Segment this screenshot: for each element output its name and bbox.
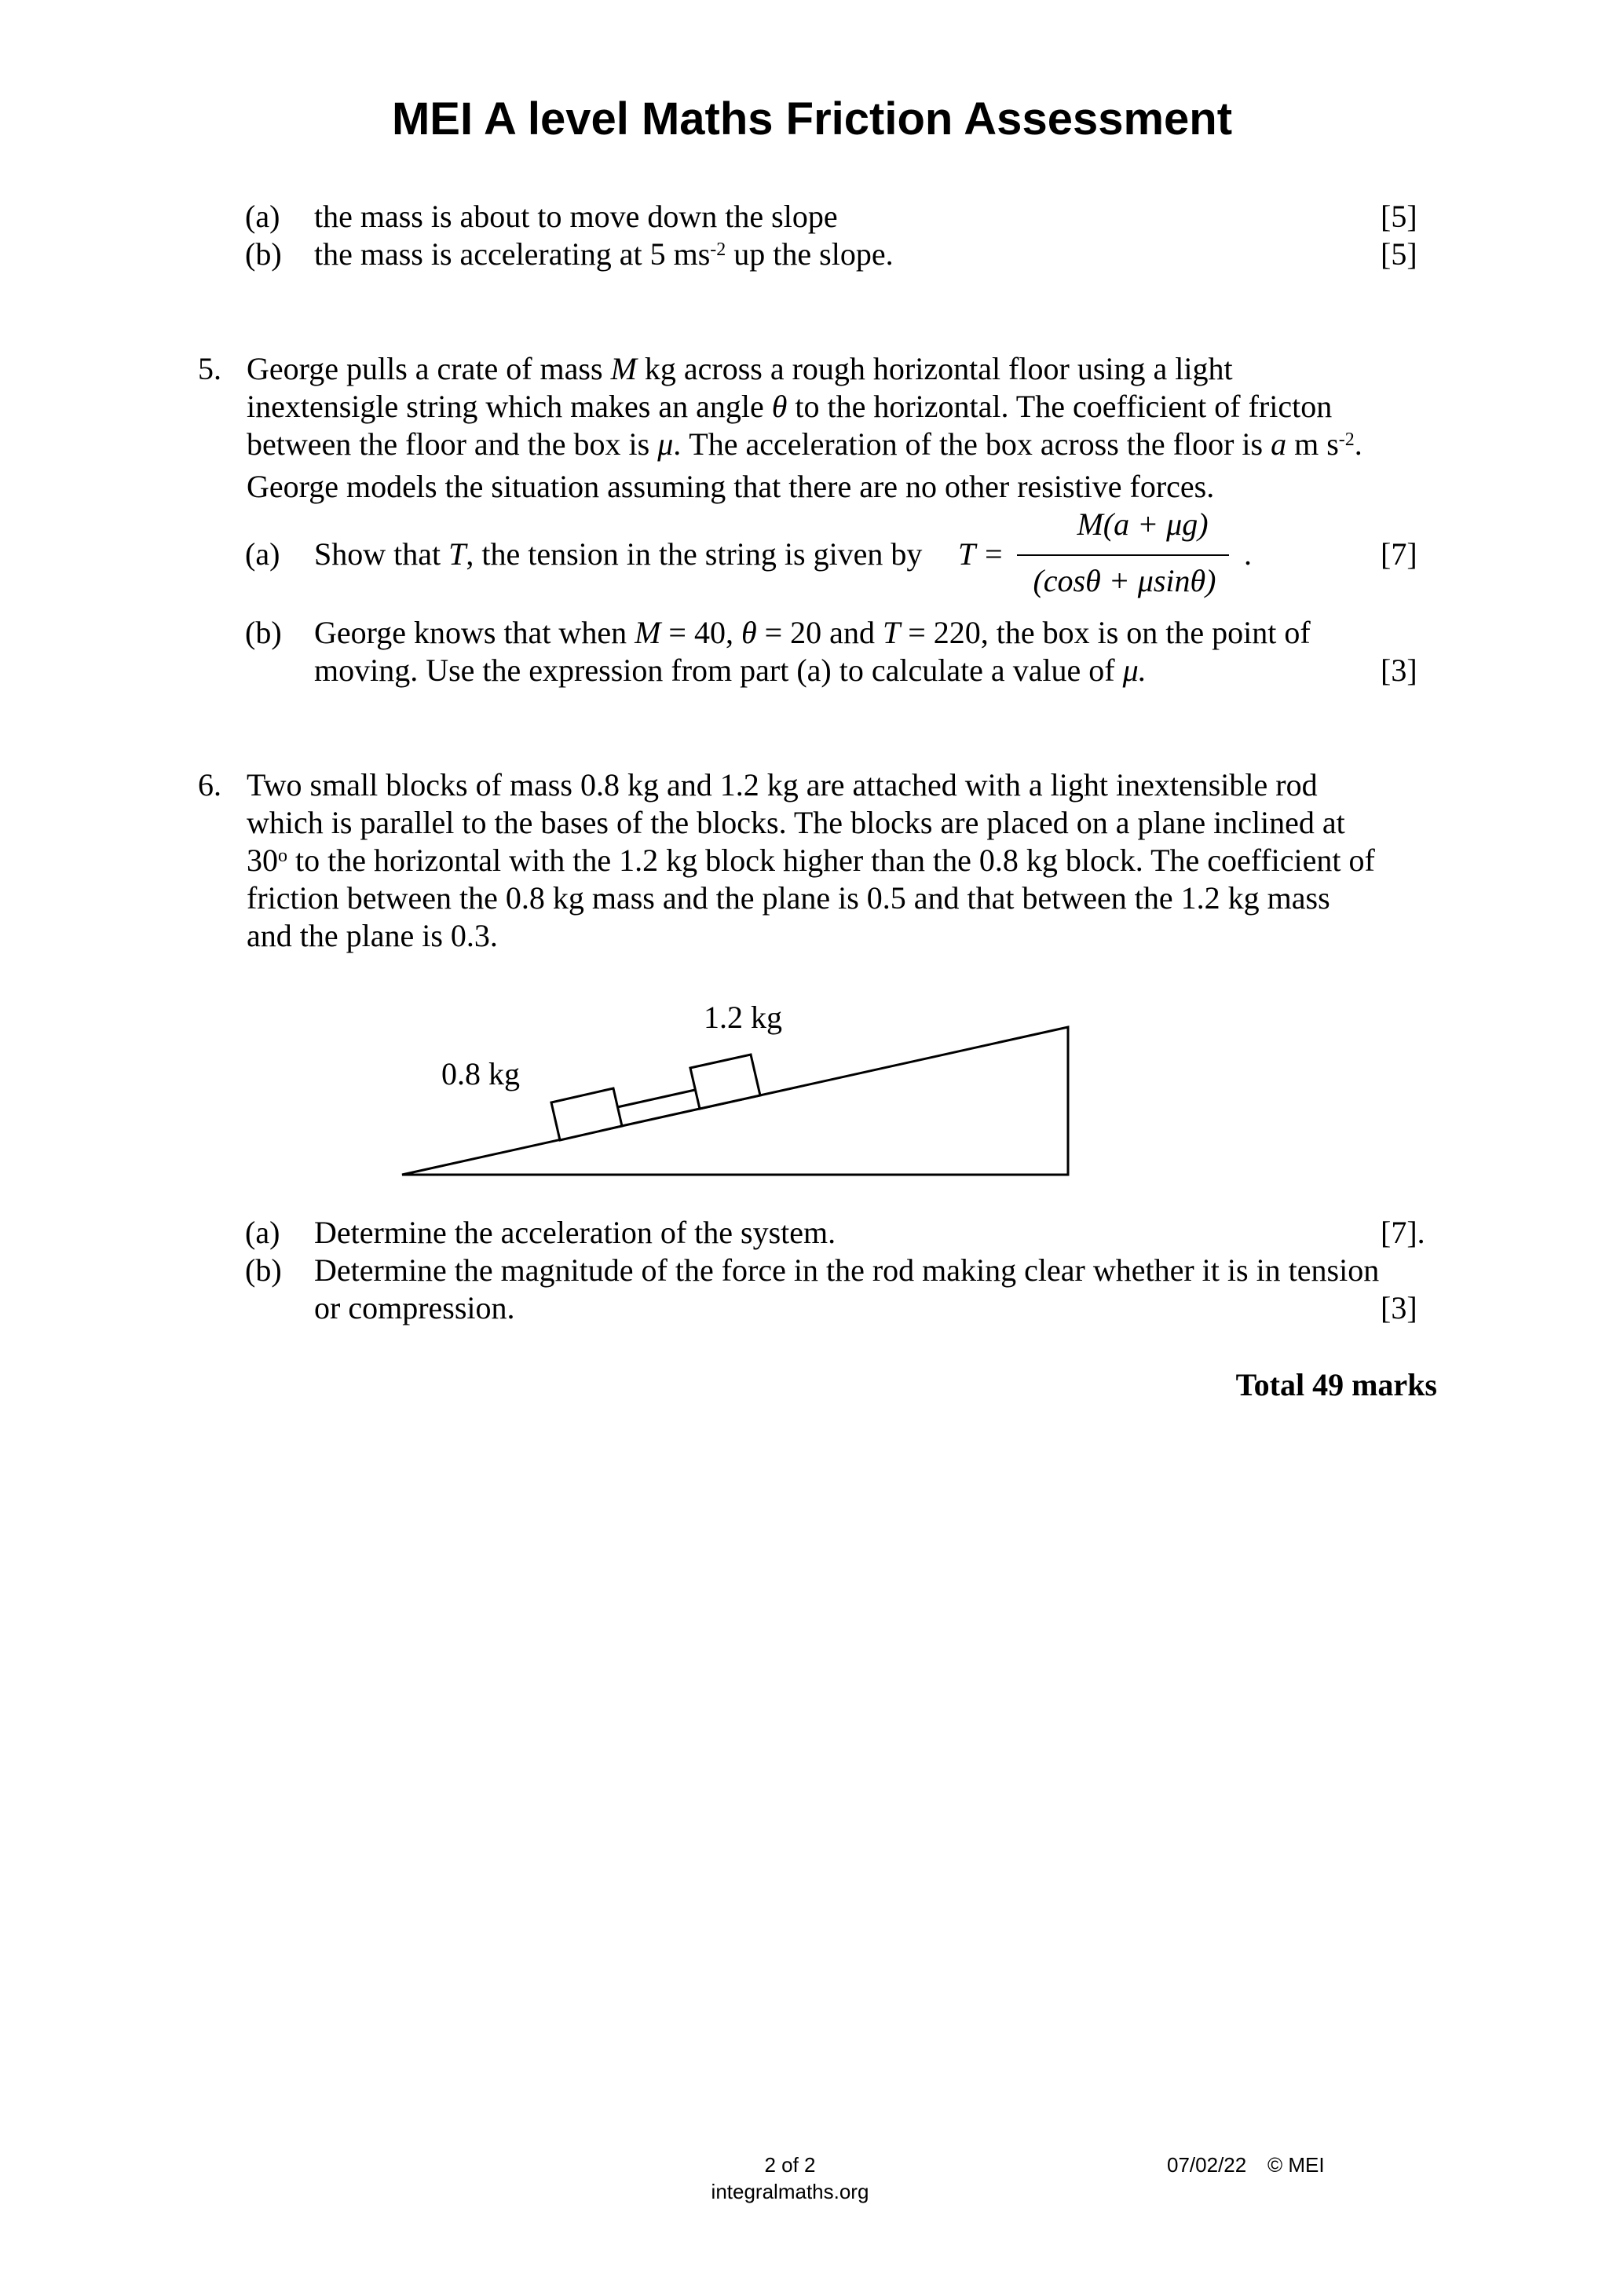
q6-line-3: 30$^o$ to the horizontal with the 1.2 kg block higher than the 0.8 kg block. The coefficient of <box>247 843 1375 878</box>
q5-part-b-line-2: moving. Use the expression from part (a) to calculate a value of μ. <box>314 653 1147 688</box>
q6-number: 6. <box>198 767 221 803</box>
prev-part-b-label: (b) <box>245 236 282 272</box>
q6-part-a-marks: [7]. <box>1381 1215 1425 1250</box>
prev-part-a-marks: [5] <box>1381 199 1417 234</box>
label-0-8kg: 0.8 kg <box>441 1056 520 1091</box>
total-marks: Total 49 marks <box>1235 1367 1437 1402</box>
q5-line-2: inextensigle string which makes an angle θ to the horizontal. The coefficient of fricton <box>247 389 1333 424</box>
q5-formula-denominator: (cosθ + μsinθ) <box>1033 563 1216 598</box>
q5-part-b-marks: [3] <box>1381 653 1417 688</box>
footer-page: 2 of 2 <box>764 2153 816 2177</box>
block-1-2kg <box>690 1055 760 1109</box>
q5-part-a-text: Show that T, the tension in the string is given by <box>314 536 923 572</box>
q6-part-b-label: (b) <box>245 1252 282 1288</box>
q5-part-b-line-1: George knows that when M = 40, θ = 20 and T = 220, the box is on the point of <box>314 615 1311 650</box>
footer-date: 07/02/22 <box>1167 2153 1247 2177</box>
connecting-rod <box>617 1090 695 1107</box>
q6-line-4: friction between the 0.8 kg mass and the plane is 0.5 and that between the 1.2 kg mass <box>247 880 1330 916</box>
prev-part-b-marks: [5] <box>1381 236 1417 272</box>
q5-part-a-marks: [7] <box>1381 536 1417 572</box>
footer-site: integralmaths.org <box>711 2180 869 2203</box>
q6-part-b-line-2: or compression. <box>314 1290 515 1325</box>
prev-part-b-text: the mass is accelerating at 5 $ms^{-2}$ up the slope. <box>314 236 894 272</box>
page-title: MEI A level Maths Friction Assessment <box>391 93 1233 144</box>
q6-line-2: which is parallel to the bases of the blocks. The blocks are placed on a plane inclined at <box>247 805 1345 840</box>
prev-part-a-label: (a) <box>245 199 280 234</box>
q5-line-3: between the floor and the box is μ. The acceleration of the box across the floor is a m $s^{-2}$. <box>247 426 1362 462</box>
q6-line-1: Two small blocks of mass 0.8 kg and 1.2 kg are attached with a light inextensible rod <box>247 767 1318 803</box>
q6-part-a-text: Determine the acceleration of the system. <box>314 1215 836 1250</box>
q5-formula-numerator: M(a + μg) <box>1077 506 1209 542</box>
q5-part-b-label: (b) <box>245 615 282 650</box>
q5-line-1: George pulls a crate of mass M kg across a rough horizontal floor using a light <box>247 351 1233 386</box>
q5-line-4: George models the situation assuming that there are no other resistive forces. <box>247 469 1215 504</box>
q5-formula-lhs: T = <box>958 536 1004 572</box>
q5-formula-dot: . <box>1244 536 1252 572</box>
q6-line-5: and the plane is 0.3. <box>247 918 498 953</box>
q6-part-b-marks: [3] <box>1381 1290 1417 1325</box>
q6-part-a-label: (a) <box>245 1215 280 1250</box>
prev-part-a-text: the mass is about to move down the slope <box>314 199 838 234</box>
q5-number: 5. <box>198 351 221 386</box>
block-0-8kg <box>551 1088 622 1140</box>
footer-copyright: © MEI <box>1267 2153 1325 2177</box>
q6-part-b-line-1: Determine the magnitude of the force in the rod making clear whether it is in tension <box>314 1252 1380 1288</box>
q5-part-a-label: (a) <box>245 536 280 572</box>
label-1-2kg: 1.2 kg <box>704 1000 782 1035</box>
